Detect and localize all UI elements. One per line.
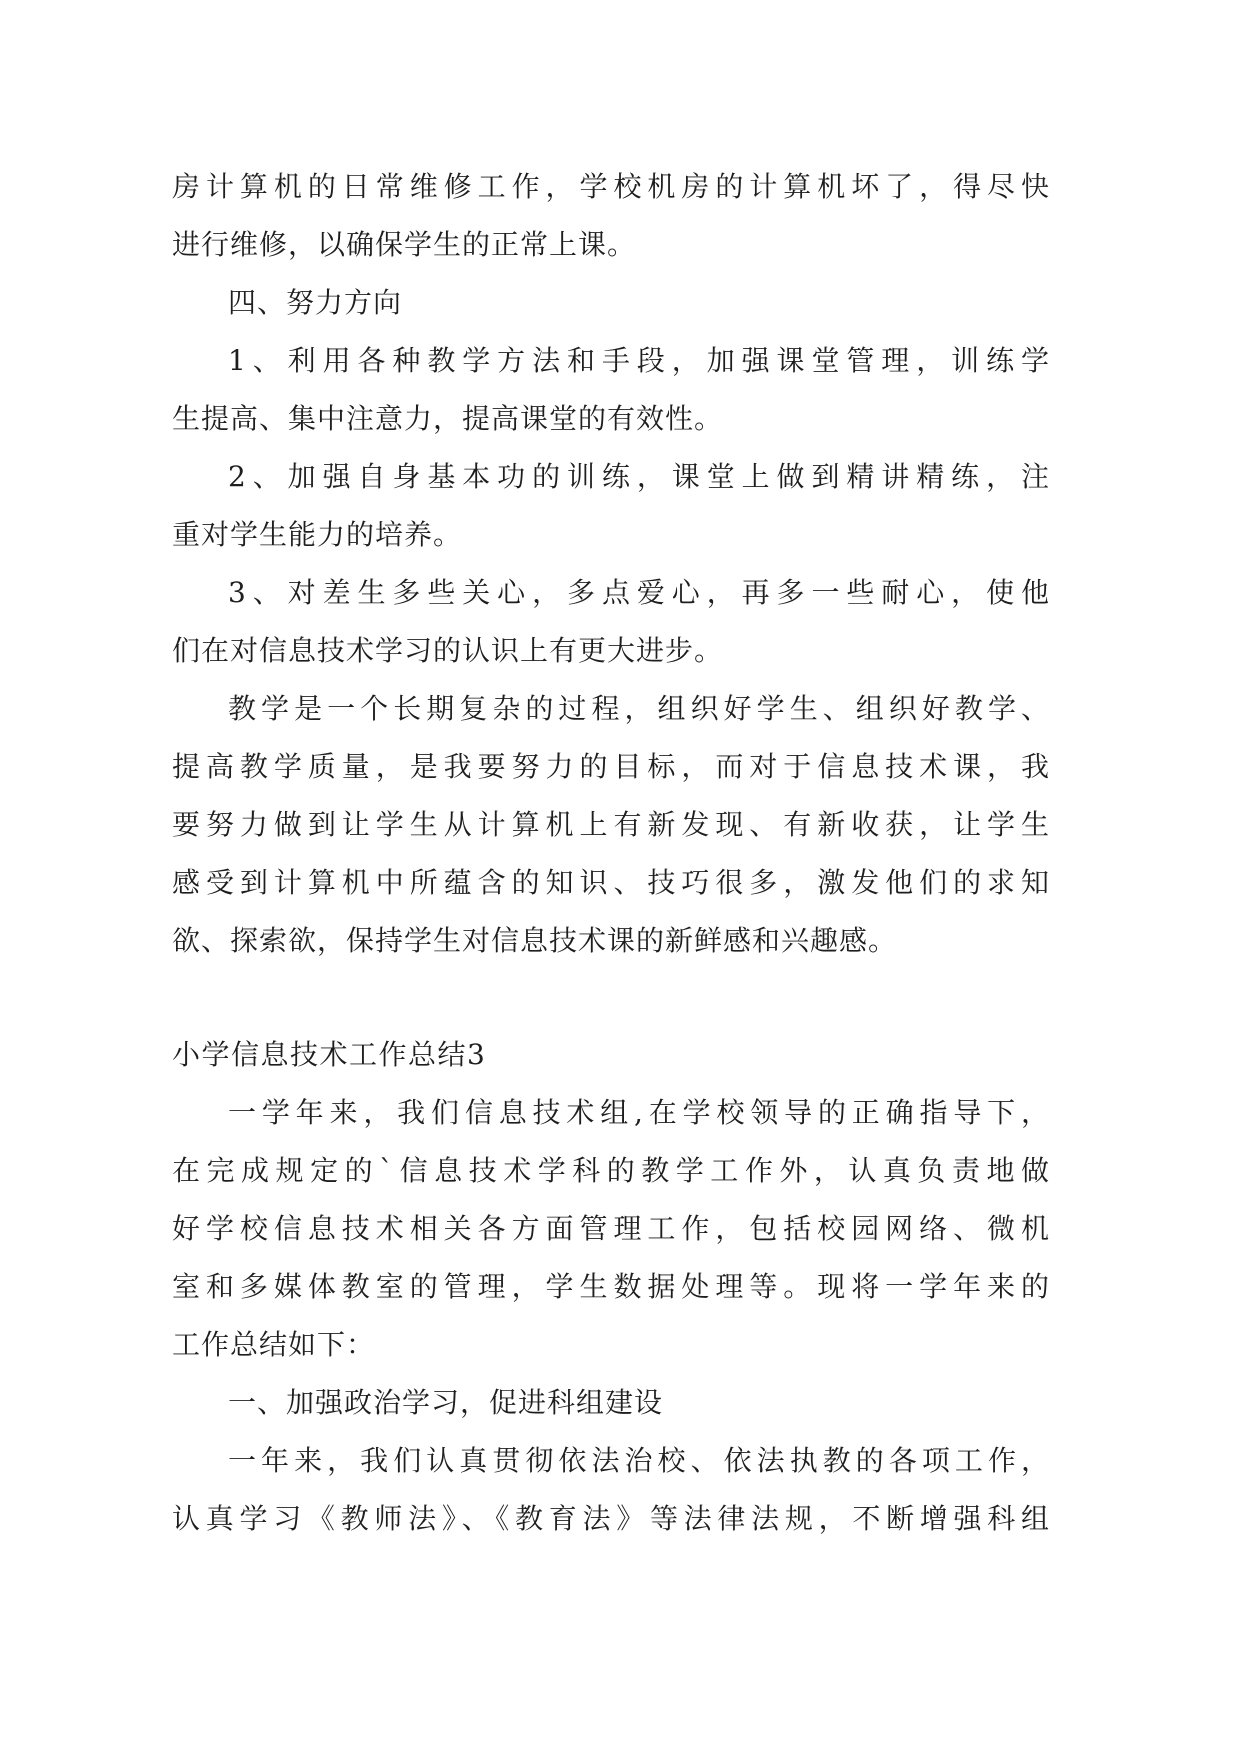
paragraph-line: 欲、探索欲，保持学生对信息技术课的新鲜感和兴趣感。	[172, 924, 898, 957]
paragraph-line: 一年来，我们认真贯彻依法治校、依法执教的各项工作，	[228, 1444, 1050, 1477]
paragraph-line: 感受到计算机中所蕴含的知识、技巧很多，激发他们的求知	[172, 866, 1050, 899]
list-item-line: 1、利用各种教学方法和手段，加强课堂管理，训练学	[228, 344, 1050, 377]
list-item-line: 们在对信息技术学习的认识上有更大进步。	[172, 634, 724, 667]
list-item-line: 2、加强自身基本功的训练，课堂上做到精讲精练，注	[228, 460, 1050, 493]
list-item-line: 生提高、集中注意力，提高课堂的有效性。	[172, 402, 724, 435]
paragraph-line: 要努力做到让学生从计算机上有新发现、有新收获，让学生	[172, 808, 1050, 841]
list-item-line: 重对学生能力的培养。	[172, 518, 463, 551]
paragraph-line: 工作总结如下：	[172, 1328, 376, 1361]
subheading-line: 一、加强政治学习，促进科组建设	[228, 1386, 664, 1419]
paragraph-line: 教学是一个长期复杂的过程，组织好学生、组织好教学、	[228, 692, 1050, 725]
paragraph-line: 在完成规定的`信息技术学科的教学工作外，认真负责地做	[172, 1154, 1050, 1187]
list-item-line: 3、对差生多些关心，多点爱心，再多一些耐心，使他	[228, 576, 1050, 609]
paragraph-line: 认真学习《教师法》、《教育法》等法律法规，不断增强科组	[172, 1502, 1050, 1535]
paragraph-line: 一学年来，我们信息技术组,在学校领导的正确指导下，	[228, 1096, 1050, 1129]
paragraph-line: 提高教学质量，是我要努力的目标，而对于信息技术课，我	[172, 750, 1050, 783]
section-title: 小学信息技术工作总结3	[172, 1038, 487, 1071]
paragraph-line: 房计算机的日常维修工作，学校机房的计算机坏了，得尽快	[172, 170, 1050, 203]
paragraph-line: 进行维修，以确保学生的正常上课。	[172, 228, 637, 261]
paragraph-line: 室和多媒体教室的管理，学生数据处理等。现将一学年来的	[172, 1270, 1050, 1303]
subheading-line: 四、努力方向	[228, 286, 403, 319]
paragraph-line: 好学校信息技术相关各方面管理工作，包括校园网络、微机	[172, 1212, 1050, 1245]
